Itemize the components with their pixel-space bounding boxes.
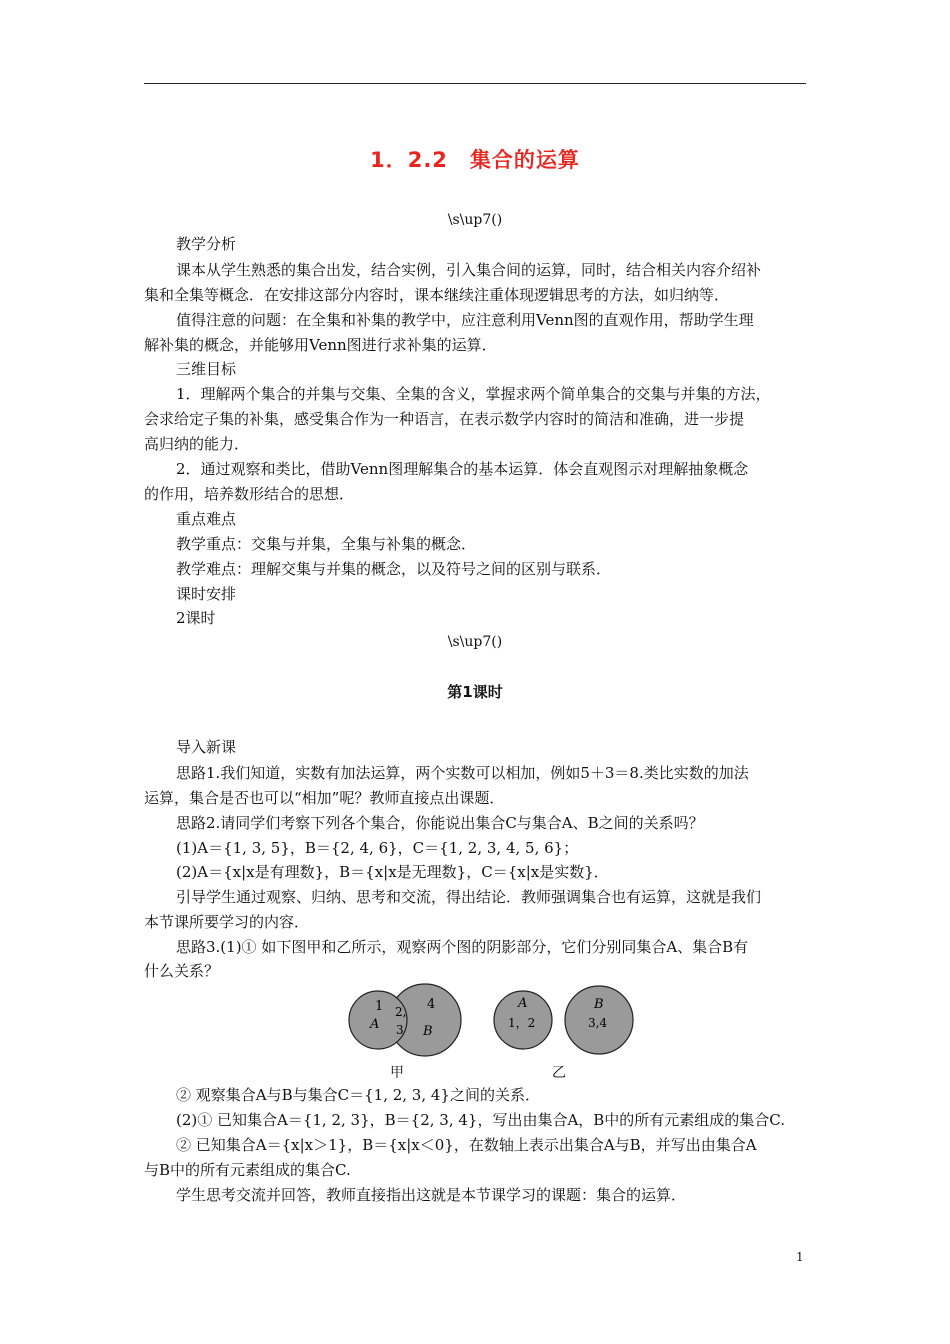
heading-intro: 导入新课: [176, 738, 237, 756]
field-code-marker: \s\up7(): [447, 212, 503, 228]
paragraph-line: 解补集的概念，并能够用Venn图进行求补集的运算．: [144, 336, 497, 354]
paragraph-line: 会求给定子集的补集，感受集合作为一种语言，在表示数学内容时的简洁和准确，进一步提: [144, 410, 745, 428]
venn-jia-a-label: A: [370, 1017, 380, 1032]
paragraph-line: 本节课所要学习的内容．: [144, 913, 310, 931]
paragraph-line: 集和全集等概念．在安排这部分内容时，课本继续注重体现逻辑思考的方法，如归纳等．: [144, 286, 730, 304]
heading-objectives: 三维目标: [176, 360, 237, 378]
heading-key-points: 重点难点: [176, 510, 237, 528]
paragraph-line: 课本从学生熟悉的集合出发，结合实例，引入集合间的运算，同时，结合相关内容介绍补: [176, 261, 762, 279]
venn-jia-mid-num2: 3: [396, 1023, 404, 1037]
paragraph-line: 2．通过观察和类比，借助Venn图理解集合的基本运算．体会直观图示对理解抽象概念: [176, 460, 749, 478]
venn-jia-a-num: 1: [375, 999, 384, 1014]
venn-yi-a-label: A: [518, 996, 528, 1011]
paragraph-line: 2课时: [176, 609, 216, 627]
venn-caption-jia: 甲: [390, 1065, 404, 1081]
venn-yi: [494, 986, 633, 1054]
venn-yi-b-label: B: [594, 997, 604, 1012]
paragraph-line: 1．理解两个集合的并集与交集、全集的含义，掌握求两个简单集合的交集与并集的方法，: [176, 385, 771, 403]
venn-yi-b-vals: 3,4: [588, 1016, 608, 1030]
paragraph-line: 思路2.请同学们考察下列各个集合，你能说出集合C与集合A、B之间的关系吗？: [176, 814, 704, 832]
page-title: 1．2.2 集合的运算: [370, 148, 580, 172]
venn-jia-b-num: 4: [427, 997, 436, 1012]
venn-yi-a-vals: 1，2: [508, 1016, 536, 1030]
paragraph-line: 与B中的所有元素组成的集合C.: [144, 1161, 351, 1179]
paragraph-line: 值得注意的问题：在全集和补集的教学中，应注意利用Venn图的直观作用，帮助学生理: [176, 311, 754, 329]
paragraph-line: (1)A＝{1, 3, 5}，B＝{2, 4, 6}，C＝{1, 2, 3, 4, 5, 6}；: [176, 839, 579, 857]
venn-diagrams: [340, 980, 640, 1080]
paragraph-line: 教学重点：交集与并集，全集与补集的概念．: [176, 535, 477, 553]
venn-jia-mid-num: 2,: [395, 1005, 407, 1019]
paragraph-line: 的作用，培养数形结合的思想．: [144, 485, 355, 503]
paragraph-line: 什么关系？: [144, 962, 220, 980]
paragraph-line: 引导学生通过观察、归纳、思考和交流，得出结论．教师强调集合也有运算，这就是我们: [176, 888, 762, 906]
heading-analysis: 教学分析: [176, 235, 237, 253]
paragraph-line: 运算，集合是否也可以“相加”呢？教师直接点出课题．: [144, 789, 505, 807]
paragraph-line: 教学难点：理解交集与并集的概念，以及符号之间的区别与联系．: [176, 560, 612, 578]
paragraph-line: 思路1.我们知道，实数有加法运算，两个实数可以相加，例如5＋3＝8.类比实数的加法: [176, 764, 749, 782]
heading-schedule: 课时安排: [176, 585, 237, 603]
paragraph-line: 学生思考交流并回答，教师直接指出这就是本节课学习的课题：集合的运算．: [176, 1186, 687, 1204]
field-code-marker: \s\up7(): [447, 634, 503, 650]
paragraph-line: ② 已知集合A＝{x|x＞1}，B＝{x|x＜0}，在数轴上表示出集合A与B，并写出由集合A: [176, 1136, 757, 1154]
paragraph-line: 思路3.(1)① 如下图甲和乙所示，观察两个图的阴影部分，它们分别同集合A、集合B有: [176, 938, 749, 956]
page-number: 1: [796, 1250, 804, 1264]
header-rule: [144, 83, 806, 84]
lesson-heading: 第1课时: [447, 683, 503, 701]
venn-jia: [349, 984, 461, 1056]
paragraph-line: 高归纳的能力．: [144, 435, 250, 453]
venn-jia-b-label: B: [423, 1024, 433, 1039]
paragraph-line: ② 观察集合A与B与集合C＝{1, 2, 3, 4}之间的关系．: [176, 1086, 540, 1104]
paragraph-line: (2)① 已知集合A＝{1, 2, 3}，B＝{2, 3, 4}，写出由集合A，B中的所有元素组成的集合C.: [176, 1111, 786, 1129]
venn-caption-yi: 乙: [552, 1065, 566, 1081]
paragraph-line: (2)A＝{x|x是有理数}，B＝{x|x是无理数}，C＝{x|x是实数}．: [176, 863, 609, 881]
